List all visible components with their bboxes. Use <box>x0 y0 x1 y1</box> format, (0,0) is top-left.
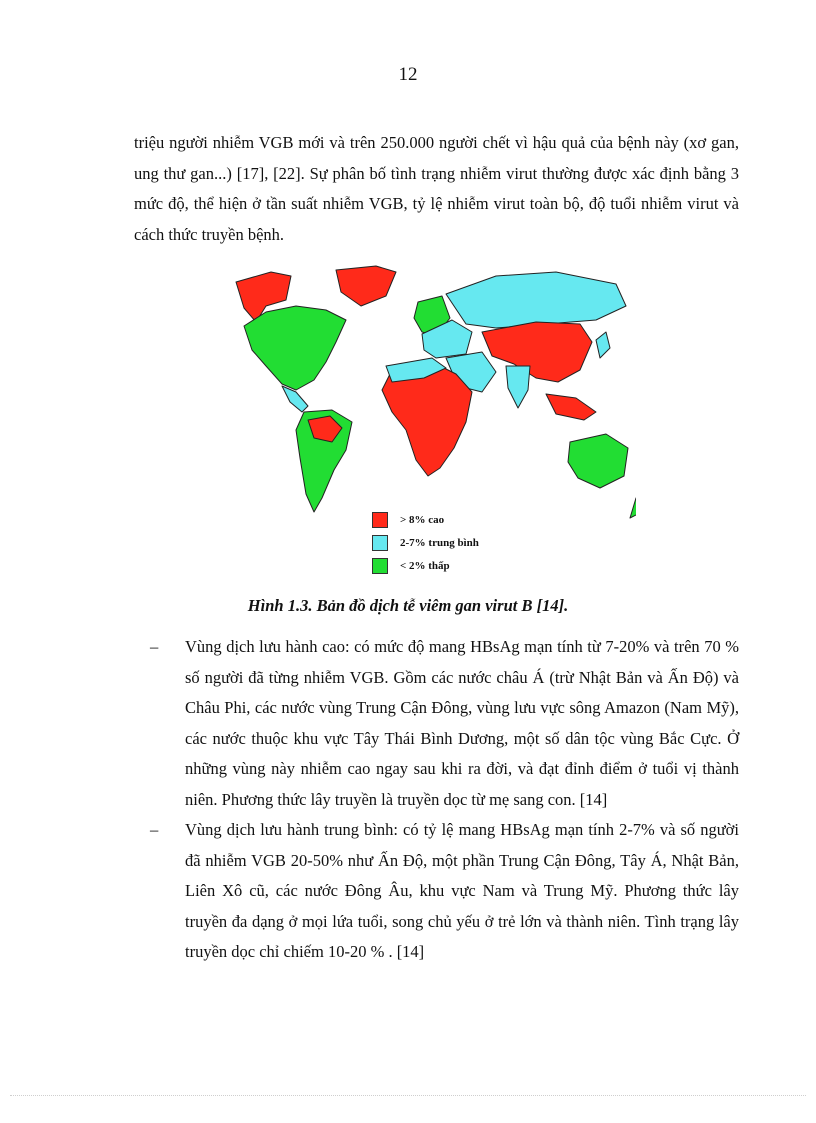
map-region-asia <box>482 322 592 382</box>
bullet-text: Vùng dịch lưu hành trung bình: có tỷ lệ mang HBsAg mạn tính 2-7% và số người đã nhiễm VGB 20-50% như Ấn Độ, một phần Trung Cận Đông, Tây Á, Nhật Bản, Liên Xô cũ, các nước Đông Âu, khu vực Nam và Trung Mỹ. Phương thức lây truyền đa dạng ở mọi lứa tuổi, song chủ yếu ở trẻ lớn và thành niên. Tình trạng lây truyền dọc chỉ chiếm 10-20 % . [14] <box>185 820 739 961</box>
legend-label-low: < 2% thấp <box>400 559 450 572</box>
legend-item-medium <box>372 531 479 554</box>
bullet-text: Vùng dịch lưu hành cao: có mức độ mang HBsAg mạn tính từ 7-20% và trên 70 % số người đã từng nhiễm VGB. Gồm các nước châu Á (trừ Nhật Bản và Ấn Độ) và Châu Phi, các nước vùng Trung Cận Đông, vùng lưu vực sông Amazon (Nam Mỹ), các nước thuộc khu vực Tây Thái Bình Dương, một số dân tộc vùng Bắc Cực. Ở những vùng này nhiễm cao ngay sau khi ra đời, và đạt đỉnh điểm ở tuổi vị thành niên. Phương thức lây truyền là truyền dọc từ mẹ sang con. [14] <box>185 637 739 809</box>
map-region-india <box>506 366 530 408</box>
legend-swatch-high <box>372 512 388 528</box>
map-region-southeast-asia <box>546 394 596 420</box>
map-region-north-america <box>244 306 346 390</box>
bullet-dash: – <box>150 637 159 656</box>
bullet-dash: – <box>150 820 159 839</box>
map-region-greenland <box>336 266 396 306</box>
intro-paragraph: triệu người nhiễm VGB mới và trên 250.000 người chết vì hậu quả của bệnh này (xơ gan, ung thư gan...) [17], [22]. Sự phân bố tình trạng nhiễm virut thường được xác định bằng 3 mức độ, thể hiện ở tần suất nhiễm VGB, tỷ lệ nhiễm virut toàn bộ, độ tuổi nhiễm virut và cách thức truyền bệnh. <box>134 133 739 244</box>
map-region-russia <box>446 272 626 328</box>
legend-swatch-low <box>372 558 388 574</box>
legend-item-high <box>372 508 479 531</box>
bullet-list <box>150 632 739 968</box>
legend-swatch-medium <box>372 535 388 551</box>
legend-label-high: > 8% cao <box>400 513 445 526</box>
page-number: 12 <box>398 64 418 85</box>
map-region-japan <box>596 332 610 358</box>
map-legend <box>372 508 479 577</box>
map-region-australia <box>568 434 628 488</box>
legend-item-low <box>372 554 479 577</box>
bullet-item-high-endemic <box>150 632 739 815</box>
legend-label-medium: 2-7% trung bình <box>400 536 479 549</box>
footer-divider <box>10 1095 806 1096</box>
map-region-new-zealand <box>630 496 636 518</box>
figure-caption: Hình 1.3. Bản đồ dịch tễ viêm gan virut B [14]. <box>247 596 569 615</box>
bullet-item-medium-endemic <box>150 815 739 968</box>
